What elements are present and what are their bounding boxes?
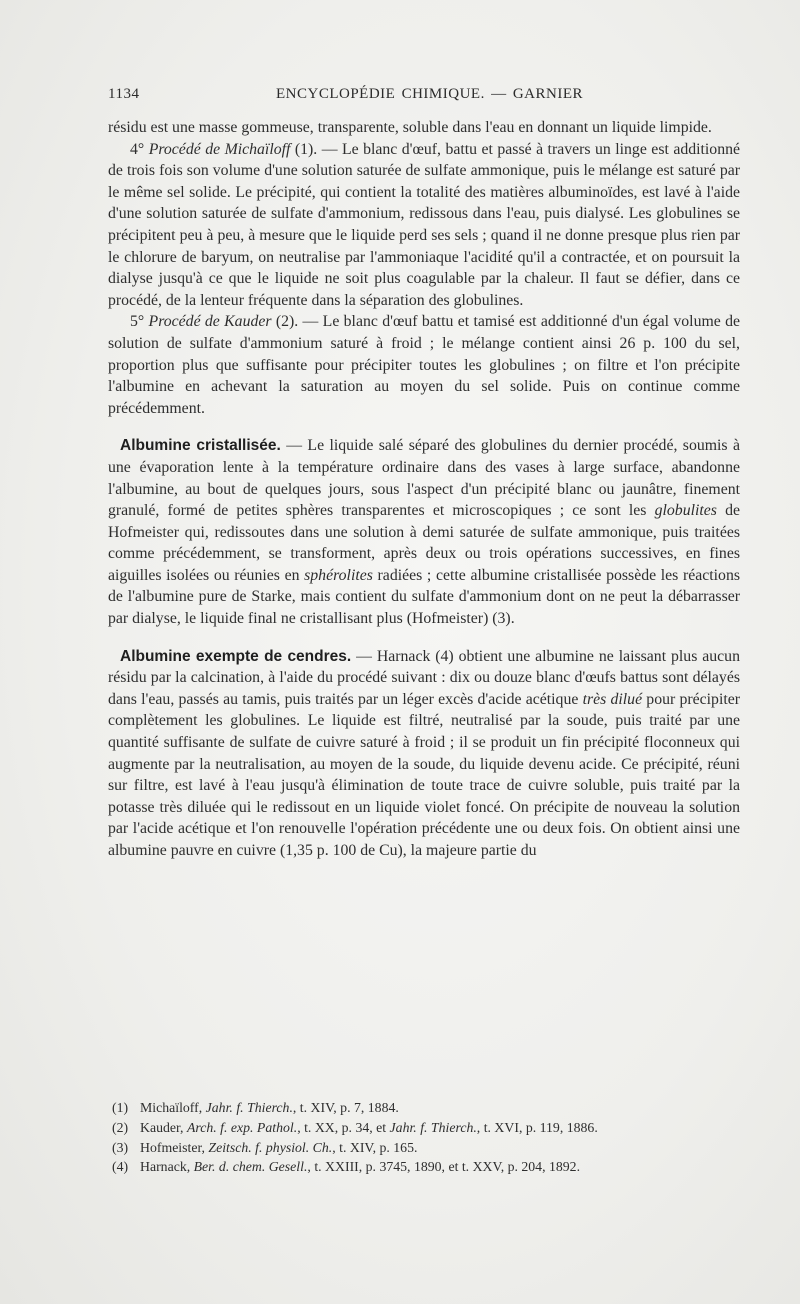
- paragraph-kauder: 5° Procédé de Kauder (2). — Le blanc d'œuf battu et tamisé est additionné d'un égal volume de solution de sulfate d'ammonium saturé à froid ; le mélange contient ainsi 26 p. 100 du sel, proportion plus que suffisante pour précipiter toutes les globulines ; on filtre et l'on précipite l'albumine en achevant la saturation au moyen du sel solide. Puis on continue comme précédemment.: [108, 313, 741, 417]
- running-title: ENCYCLOPÉDIE CHIMIQUE. — GARNIER: [276, 86, 583, 102]
- section-heading: Albumine exempte de cendres.: [120, 647, 352, 665]
- footnote: (1) Michaïloff, Jahr. f. Thierch., t. XIV, p. 7, 1884.: [112, 1100, 399, 1115]
- paragraph-continuation: résidu est une masse gommeuse, transparente, soluble dans l'eau en donnant un liquide limpide.: [108, 119, 712, 136]
- footnote: (3) Hofmeister, Zeitsch. f. physiol. Ch., t. XIV, p. 165.: [112, 1139, 418, 1155]
- section-heading: Albumine cristallisée.: [120, 437, 281, 455]
- body-text: [108, 117, 740, 862]
- page-header: [108, 86, 768, 108]
- procedure-title: Procédé de Kauder: [148, 313, 272, 331]
- footnote: (2) Kauder, Arch. f. exp. Pathol., t. XX, p. 34, et Jahr. f. Thierch., t. XVI, p. 119, 1886.: [112, 1119, 598, 1135]
- footnote: (4) Harnack, Ber. d. chem. Gesell., t. XXIII, p. 3745, 1890, et t. XXV, p. 204, 1892.: [112, 1159, 581, 1175]
- procedure-title: Procédé de Michaïloff: [148, 140, 291, 158]
- paragraph-albumine-exempte: Albumine exempte de cendres. — Harnack (4) obtient une albumine ne laissant plus aucun résidu par la calcination, à l'aide du procédé suivant : dix ou douze blanc d'œufs battus sont délayés dans l'eau, passés au tamis, puis traités par un léger excès d'acide acétique très dilué pour précipiter complètement les globulines. Le liquide est filtré, neutralisé par la soude, puis traité par une quantité suffisante de sulfate de cuivre saturé à froid ; il se produit un fin précipité floconneux qui augmente par la neutralisation, au moyen de la soude, du liquide devenu acide. Ce précipité, réuni sur filtre, est lavé à l'eau jusqu'à élimination de toute trace de cuivre soluble, puis traité par la potasse très diluée qui le redissout en un liquide violet foncé. On précipite de nouveau la solution par l'acide acétique et l'on renouvelle l'opération précédente une ou deux fois. On obtient ainsi une albumine pauvre en cuivre (1,35 p. 100 de Cu), la majeure partie du: [108, 647, 740, 859]
- footnotes: [108, 1098, 748, 1177]
- page-number: 1134: [108, 86, 140, 102]
- paragraph-michailoff: 4° Procédé de Michaïloff (1). — Le blanc d'œuf, battu et passé à travers un linge est additionné de trois fois son volume d'une solution saturée de sulfate ammonique, puis le mélange est saturé par le même sel solide. Le précipité, qui contient la totalité des matières albuminoïdes, est lavé à l'aide d'une solution saturée de sulfate d'ammonium, redissous dans l'eau, puis dialysé. Les globulines se précipitent peu à peu, à mesure que le liquide perd ses sels ; quand il ne donne presque plus rien par le chlorure de baryum, on neutralise par l'ammoniaque l'acidité qu'il a contractée, et on poursuit la dialyse jusqu'à ce que le liquide ne soit plus coagulable par la chaleur. Il faut se défier, dans ce procédé, de la lenteur fréquente dans la séparation des globulines.: [108, 140, 740, 309]
- paragraph-albumine-cristallisee: Albumine cristallisée. — Le liquide salé séparé des globulines du dernier procédé, soumis à une évaporation lente à la température ordinaire dans des vases à large surface, abandonne l'albumine, au bout de quelques jours, sous l'aspect d'un précipité blanc ou jaunâtre, finement granulé, formé de petites sphères transparentes et microscopiques ; ce sont les globulites de Hofmeister qui, redissoutes dans une solution à demi saturée de sulfate ammonique, puis traitées comme précédemment, se transforment, après deux ou trois opérations successives, en fines aiguilles isolées ou réunies en sphérolites radiées ; cette albumine cristallisée possède les réactions de l'albumine pure de Starke, mais contient du sulfate d'ammonium dont on ne peut la débarrasser par dialyse, le liquide final ne cristallisant plus (Hofmeister) (3).: [108, 437, 741, 628]
